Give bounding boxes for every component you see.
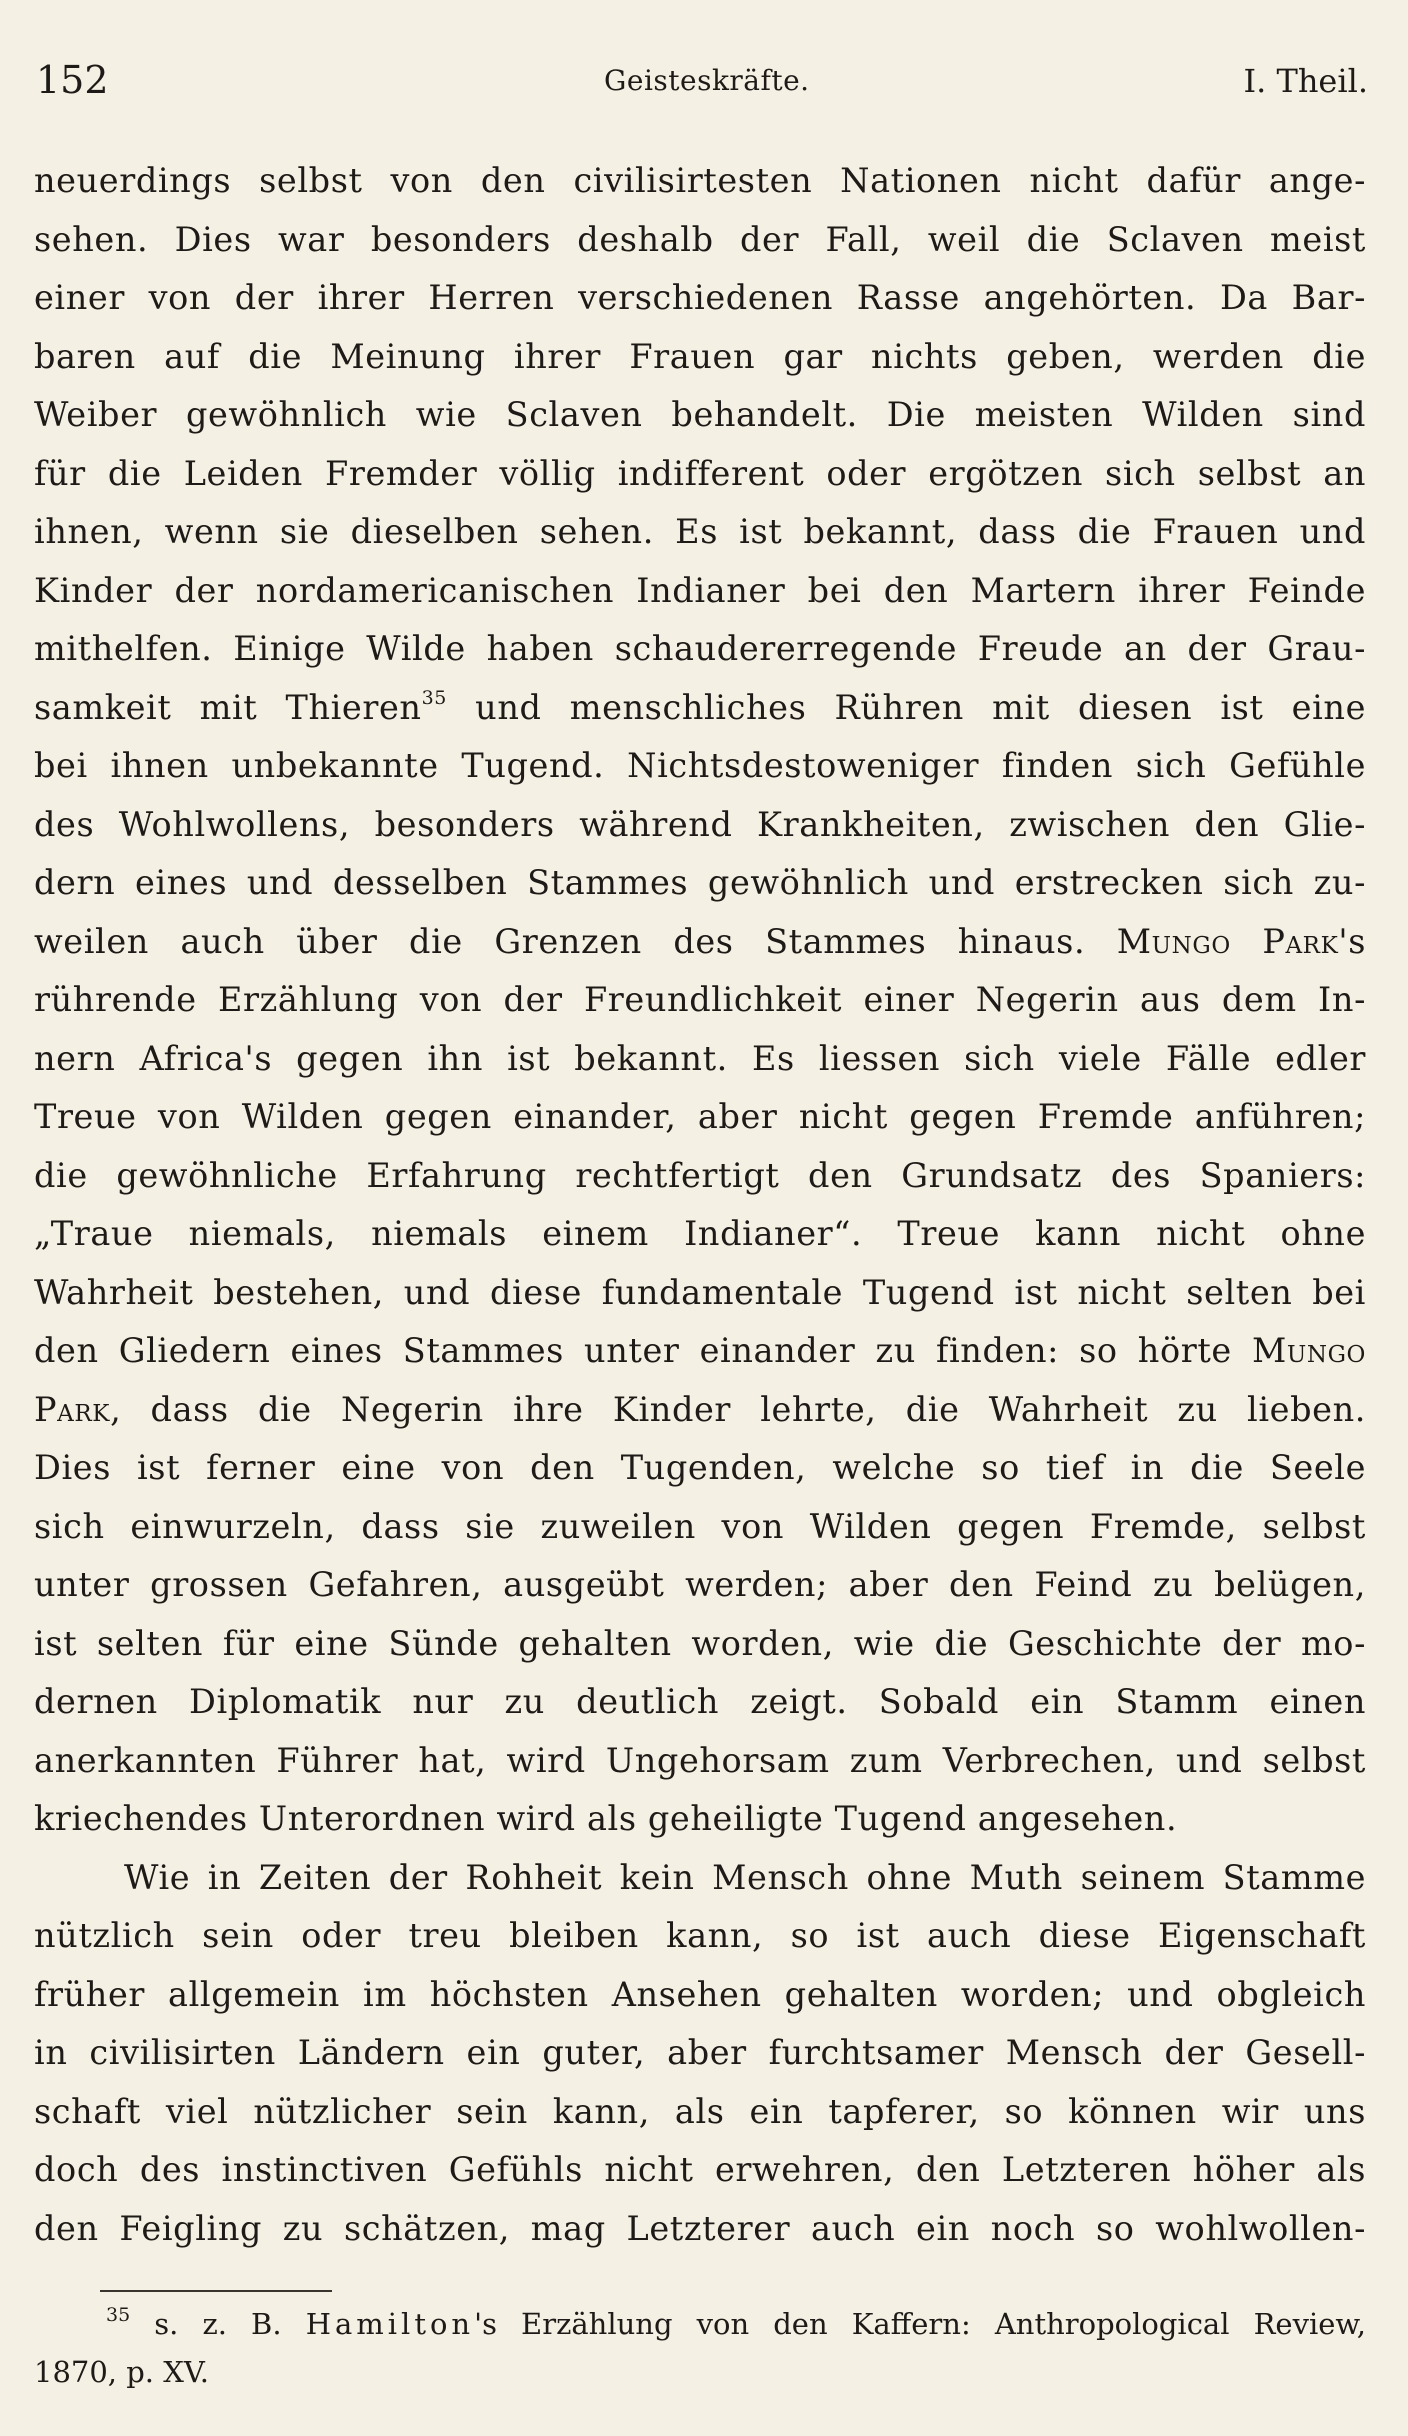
person-name: Mungo: [1251, 1331, 1366, 1370]
text-line: für die Leiden Fremder völlig indifferent oder ergötzen sich selbst an: [34, 453, 1366, 493]
author-name: Hamilton: [305, 2307, 475, 2341]
footnote-text: s. z. B.: [154, 2307, 282, 2341]
text-line: Treue von Wilden gegen einander, aber nicht gegen Fremde anführen;: [34, 1097, 1366, 1136]
footnote-divider: [100, 2290, 332, 2292]
text-line: Dies ist ferner eine von den Tugenden, welche so tief in die Seele: [34, 1448, 1366, 1487]
text-line: einer von der ihrer Herren verschiedenen Rasse angehörten. Da Bar-: [34, 278, 1366, 317]
page-header: [36, 58, 1368, 108]
text-span: samkeit mit Thieren: [34, 687, 422, 727]
running-title: Geisteskräfte.: [604, 64, 810, 97]
footnote-ref: 35: [421, 687, 447, 710]
main-text: [34, 152, 1366, 2258]
text-line: doch des instinctiven Gefühls nicht erwehren, den Letzteren höher als: [34, 2150, 1366, 2189]
footnote-text: 's Erzählung von den Kaffern: Anthropological Review,: [474, 2307, 1366, 2341]
text-line: bei ihnen unbekannte Tugend. Nichtsdestoweniger finden sich Gefühle: [34, 746, 1366, 785]
text-line: ihnen, wenn sie dieselben sehen. Es ist bekannt, dass die Frauen und: [34, 512, 1366, 551]
text-line: neuerdings selbst von den civilisirtesten Nationen nicht dafür ange-: [34, 161, 1366, 200]
text-line: [34, 1322, 1366, 1381]
text-line: dernen Diplomatik nur zu deutlich zeigt. Sobald ein Stamm einen: [34, 1682, 1366, 1721]
text-line: rührende Erzählung von der Freundlichkeit einer Negerin aus dem In-: [34, 980, 1366, 1019]
footnote-line: 1870, p. XV.: [34, 2355, 209, 2389]
text-line: Weiber gewöhnlich wie Sclaven behandelt. Die meisten Wilden sind: [34, 395, 1366, 434]
paragraph-start-line: Wie in Zeiten der Rohheit kein Mensch ohne Muth seinem Stamme: [124, 1857, 1366, 1897]
text-line: mithelfen. Einige Wilde haben schaudererregende Freude an der Grau-: [34, 629, 1366, 668]
footnote-number: 35: [106, 2304, 131, 2327]
text-span: den Gliedern eines Stammes unter einander zu finden: so hörte: [34, 1331, 1232, 1370]
text-line: des Wohlwollens, besonders während Krankheiten, zwischen den Glie-: [34, 804, 1366, 844]
footnote: [34, 2300, 1366, 2396]
text-line: Kinder der nordamericanischen Indianer bei den Martern ihrer Feinde: [34, 570, 1366, 610]
footnote-line: [34, 2300, 1366, 2348]
person-name: Park: [34, 1389, 111, 1429]
text-line: „Traue niemals, niemals einem Indianer“. Treue kann nicht ohne: [34, 1214, 1366, 1253]
page-number: 152: [36, 58, 109, 102]
text-line: dern eines und desselben Stammes gewöhnlich und erstrecken sich zu-: [34, 863, 1366, 902]
part-label: I. Theil.: [1243, 62, 1368, 100]
text-span: 's: [1338, 921, 1366, 961]
text-line: sehen. Dies war besonders deshalb der Fall, weil die Sclaven meist: [34, 219, 1366, 259]
text-line: sich einwurzeln, dass sie zuweilen von Wilden gegen Fremde, selbst: [34, 1506, 1366, 1546]
text-line: [34, 679, 1366, 738]
person-name: Mungo Park: [1116, 921, 1339, 961]
text-line: [34, 1381, 1366, 1440]
text-line: baren auf die Meinung ihrer Frauen gar nichts geben, werden die: [34, 336, 1366, 376]
text-line: schaft viel nützlicher sein kann, als ein tapferer, so können wir uns: [34, 2091, 1366, 2131]
text-line: früher allgemein im höchsten Ansehen gehalten worden; und obgleich: [34, 1974, 1366, 2014]
text-line: unter grossen Gefahren, ausgeübt werden; aber den Feind zu belügen,: [34, 1565, 1366, 1604]
text-line: nern Africa's gegen ihn ist bekannt. Es liessen sich viele Fälle edler: [34, 1038, 1366, 1078]
text-span: , dass die Negerin ihre Kinder lehrte, die Wahrheit zu lieben.: [110, 1389, 1366, 1429]
text-line: Wahrheit bestehen, und diese fundamentale Tugend ist nicht selten bei: [34, 1272, 1366, 1312]
text-line: in civilisirten Ländern ein guter, aber furchtsamer Mensch der Gesell-: [34, 2033, 1366, 2072]
text-span: und menschliches Rühren mit diesen ist eine: [475, 687, 1366, 727]
text-line: [34, 913, 1366, 972]
text-span: weilen auch über die Grenzen des Stammes hinaus.: [34, 921, 1086, 961]
text-line: den Feigling zu schätzen, mag Letzterer auch ein noch so wohlwollen-: [34, 2208, 1366, 2248]
text-line: die gewöhnliche Erfahrung rechtfertigt den Grundsatz des Spaniers:: [34, 1155, 1366, 1195]
text-line: kriechendes Unterordnen wird als geheiligte Tugend angesehen.: [34, 1799, 1178, 1838]
text-line: nützlich sein oder treu bleiben kann, so ist auch diese Eigenschaft: [34, 1916, 1366, 1955]
text-line: ist selten für eine Sünde gehalten worden, wie die Geschichte der mo-: [34, 1623, 1366, 1663]
text-line: anerkannten Führer hat, wird Ungehorsam zum Verbrechen, und selbst: [34, 1740, 1366, 1780]
